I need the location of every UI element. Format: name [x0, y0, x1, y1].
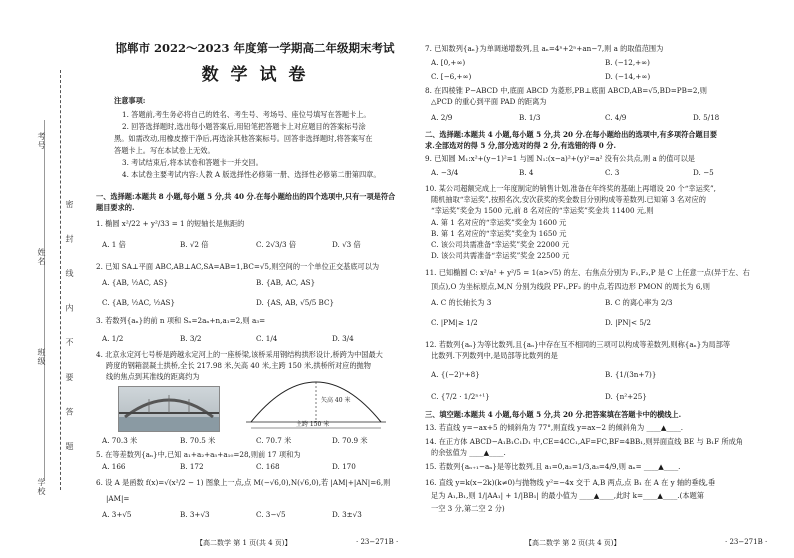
seal-dashed-line: [60, 70, 61, 490]
q3-opt-d: D. 3/4: [332, 334, 354, 343]
q8-opt-c: C. 4/9: [605, 113, 627, 122]
right-page-code: · 23−271B ·: [725, 538, 768, 546]
binding-margin: [0, 0, 96, 558]
q5-opt-a: A. 166: [102, 462, 126, 471]
margin-rule-1: [44, 120, 45, 480]
q4-opt-a: A. 70.3 米: [102, 436, 138, 445]
q8-opt-d: D. 5/18: [693, 113, 720, 122]
q10-opt-b: B. 第 1 名对应的“幸运奖”奖金为 1650 元: [431, 229, 567, 238]
q2-opt-a: A. {AB, ½AC, AS}: [102, 278, 169, 287]
q9-opt-c: C. 3: [605, 168, 620, 177]
q11-opt-c: C. |PM|≥ 1/2: [431, 318, 478, 327]
q7-opt-b: B. (−12,+∞): [605, 58, 650, 67]
q3-opt-c: C. 1/4: [256, 334, 278, 343]
q5-stem: 5. 在等差数列{aₙ}中,已知 a₁+a₂+a₅+a₁₀=28,则前 17 项和为: [96, 450, 301, 459]
section1-heading: 一、选择题:本题共 8 小题,每小题 5 分,共 40 分.在每小题给出的四个选项中,只有一项是符合: [96, 192, 396, 201]
notes-heading: 注意事项:: [114, 96, 146, 105]
q12-opt-d: D. {n²+25}: [605, 392, 647, 401]
bridge-photo: [118, 386, 220, 432]
section2-heading-2: 求.全部选对的得 5 分,部分选对的得 2 分,有选错的得 0 分.: [425, 141, 616, 150]
q1-opt-b: B. √2 倍: [180, 240, 209, 249]
q4-stem: 4. 北京永定河七号桥是跨越永定河上的一座桥梁,该桥采用钢结构拱形设计,桥跨为中国最大: [96, 350, 383, 359]
diagram-width-label: 主跨 150 米: [296, 421, 330, 428]
q10-opt-d: D. 该公司共需准备“幸运奖”奖金 22500 元: [431, 251, 570, 260]
q6-stem-2: |AM|=: [106, 494, 130, 503]
left-page: [96, 0, 414, 558]
left-page-footer: 【高二数学 第 1 页(共 4 页)】: [196, 539, 292, 547]
q1-opt-d: D. √3 倍: [332, 240, 361, 249]
q4-opt-b: B. 70.5 米: [180, 436, 216, 445]
q10-opt-c: C. 该公司共需准备“幸运奖”奖金 22000 元: [431, 240, 570, 249]
note-line: 答题卡上。写在本试卷上无效。: [114, 146, 215, 155]
q11-stem: 11. 已知椭圆 C: x²/a² + y²/5 = 1(a>√5) 的左、右焦点分别为 F₁,F₂,P 是 C 上任意一点(异于左、右: [425, 268, 750, 277]
q6-opt-d: D. 3±√3: [332, 510, 362, 519]
q10-stem: 10. 某公司超额完成上一年度制定的销售计划,准备在年终奖的基础上再增设 20 个“幸运奖”,: [425, 184, 716, 193]
q12-stem-2: 比数列.下列数列中,是局部等比数列的是: [431, 351, 558, 360]
right-page: [425, 0, 785, 558]
note-line: 2. 回答选择题时,选出每小题答案后,用铅笔把答题卡上对应题目的答案标号涂: [122, 122, 366, 131]
section2-heading: 二、选择题:本题共 4 小题,每小题 5 分,共 20 分.在每小题给出的选项中,有多项符合题目要: [425, 130, 718, 139]
q7-opt-a: A. [0,+∞): [431, 58, 466, 67]
q4-stem-2: 跨度的钢箱混凝土拱桥,全长 217.98 米,矢高 40 米,主跨 150 米,拱桥所对应的抛物: [106, 361, 371, 370]
q10-stem-2: 随机抽取“幸运奖”,按照名次,安次获奖的奖金数目分别构成等差数列.已知第 3 名对应的: [431, 195, 706, 204]
section3-heading: 三、填空题:本题共 4 小题,每小题 5 分,共 20 分.把答案填在答题卡中的横线上.: [425, 410, 682, 419]
q12-opt-c: C. {7/2 · 1/2ⁿ⁺¹}: [431, 392, 490, 401]
q10-stem-3: “幸运奖”奖金为 1500 元,前 8 名对应的“幸运奖”奖金共 11400 元,则: [431, 206, 654, 215]
exam-subtitle: 数 学 试 卷: [201, 65, 309, 85]
q10-opt-a: A. 第 1 名对应的“幸运奖”奖金为 1600 元: [431, 218, 567, 227]
right-page-footer: 【高二数学 第 2 页(共 4 页)】: [525, 539, 621, 547]
q12-opt-a: A. {(−2)ⁿ+8}: [431, 370, 480, 379]
q6-opt-a: A. 3+√5: [102, 510, 132, 519]
q11-opt-a: A. C 的长轴长为 3: [431, 298, 492, 307]
note-line: 黑。如需改动,用橡皮擦干净后,再选涂其他答案标号。回答非选择题时,将答案写在: [114, 134, 373, 143]
q6-opt-b: B. 3+√3: [180, 510, 210, 519]
q3-opt-b: B. 3/2: [180, 334, 202, 343]
q14-text-2: 的余弦值为 ____▲____.: [431, 448, 506, 457]
q4-stem-3: 线的焦点到其准线的距离约为: [106, 372, 200, 381]
bridge-arch-icon: [119, 387, 219, 431]
exam-no-label: 考号: [37, 132, 46, 150]
q7-stem: 7. 已知数列{aₙ}为单调递增数列,且 aₙ=4ⁿ+2ⁿ+an−7,则 a 的取值范围为: [425, 44, 664, 53]
note-line: 4. 本试卷主要考试内容:人教 A 版选择性必修第一册、选择性必修第二册第四章。: [122, 170, 381, 179]
q6-opt-c: C. 3−√5: [256, 510, 286, 519]
q8-opt-b: B. 1/3: [519, 113, 541, 122]
q9-opt-b: B. 4: [519, 168, 534, 177]
q11-opt-b: B. C 的离心率为 2/3: [605, 298, 673, 307]
q8-opt-a: A. 2/9: [431, 113, 453, 122]
section1-heading-2: 题目要求的.: [96, 203, 135, 212]
q8-stem-2: △PCD 的重心到平面 PAD 的距离为: [431, 97, 547, 106]
q3-opt-a: A. 1/2: [102, 334, 124, 343]
q1-opt-a: A. 1 倍: [102, 240, 126, 249]
q2-stem: 2. 已知 SA⊥平面 ABC,AB⊥AC,SA=AB=1,BC=√5,则空间的一个单位正交基底可以为: [96, 262, 380, 271]
q12-opt-b: B. {1/(3n+7)}: [605, 370, 657, 379]
q16-text-2: 足为 A₁,B₁,则 1/|AA₁| + 1/|BB₁| 的最小值为 ____▲____,此时 k=____▲____.(本题第: [431, 491, 704, 500]
school-label: 学校: [37, 478, 46, 496]
q4-opt-d: D. 70.9 米: [332, 436, 368, 445]
q5-opt-d: D. 170: [332, 462, 356, 471]
q6-stem: 6. 设 A 是函数 f(x)=√(x²/2 − 1) 图象上一点,点 M(−√6,0),N(√6,0),若 |AM|+|AN|=6,则: [96, 478, 391, 487]
diagram-height-label: 矢高 40 米: [321, 397, 351, 404]
class-label: 班级: [37, 348, 46, 366]
q14-text: 14. 在正方体 ABCD−A₁B₁C₁D₁ 中,CE=4CC₁,AF=FC,BF=4BB₁,则异面直线 BE 与 B₁F 所成角: [425, 437, 743, 446]
q11-opt-d: D. |PN|< 5/2: [605, 318, 651, 327]
q1-stem: 1. 椭圆 x²/22 + y²/33 = 1 的短轴长是焦距的: [96, 219, 245, 228]
q5-opt-b: B. 172: [180, 462, 204, 471]
q2-opt-d: D. {AS, AB, √5/5 BC}: [256, 298, 335, 307]
left-page-code: · 23−271B ·: [356, 538, 399, 546]
q13-text: 13. 若直线 y=−ax+5 的倾斜角为 77°,则直线 y=ax−2 的倾斜角为 ____▲____.: [425, 423, 684, 432]
q9-opt-a: A. −3/4: [431, 168, 459, 177]
q7-opt-c: C. [−6,+∞): [431, 72, 472, 81]
q16-text: 16. 直线 y=k(x−2k)(k≠0)与抛物线 y²=−4x 交于 A,B 两点,点 B₁ 在 A 在 y 轴的垂线,垂: [425, 478, 716, 487]
q2-opt-c: C. {AB, ½AC, ½AS}: [102, 298, 176, 307]
q7-opt-d: D. (−14,+∞): [605, 72, 651, 81]
q9-stem: 9. 已知圆 M₁:x²+(y−1)²=1 与圆 N₁:(x−a)²+(y)²=a² 没有公共点,则 a 的值可以是: [425, 154, 695, 163]
seal-line-text: 密 封 线 内 不 要 答 题: [65, 200, 74, 462]
note-line: 3. 考试结束后,将本试卷和答题卡一并交回。: [122, 158, 263, 167]
q16-text-3: 一空 3 分,第二空 2 分): [431, 504, 505, 513]
q1-opt-c: C. 2√3/3 倍: [256, 240, 297, 249]
q4-opt-c: C. 70.7 米: [256, 436, 292, 445]
name-label: 姓名: [37, 248, 46, 266]
q2-opt-b: B. {AB, AC, AS}: [256, 278, 316, 287]
q5-opt-c: C. 168: [256, 462, 280, 471]
q8-stem: 8. 在四棱锥 P−ABCD 中,底面 ABCD 为菱形,PB⊥底面 ABCD,AB=√5,BD=PB=2,则: [425, 86, 707, 95]
q11-stem-2: 顶点),O 为坐标原点,M,N 分别为线段 PF₁,PF₂ 的中点,若四边形 PMON 的周长为 6,则: [431, 282, 710, 291]
q9-opt-d: D. −5: [693, 168, 714, 177]
note-line: 1. 答题前,考生务必将自己的姓名、考生号、考场号、座位号填写在答题卡上。: [122, 110, 371, 119]
q3-stem: 3. 若数列{aₙ}的前 n 项和 Sₙ=2aₙ+n,a₁=2,则 a₃=: [96, 316, 266, 325]
exam-title: 邯郸市 2022～2023 年度第一学期高二年级期末考试: [115, 41, 395, 55]
q15-text: 15. 若数列{aₙ₊₁−aₙ}是等比数列,且 a₁=0,a₂=1/3,a₃=4/9,则 aₙ= ____▲____.: [425, 462, 681, 471]
q12-stem: 12. 若数列{aₙ}为等比数列,且{aₙ}中存在互不相同的三项可以构成等差数列,则称{aₙ}为局部等: [425, 340, 731, 349]
